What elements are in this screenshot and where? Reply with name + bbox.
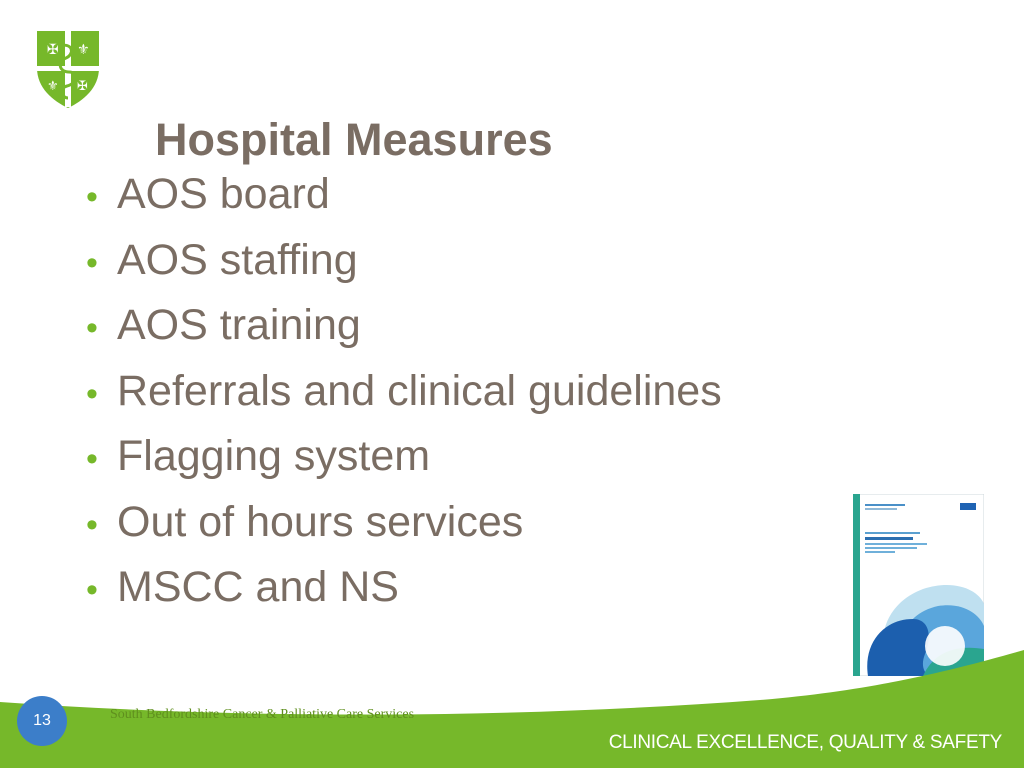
list-item (86, 559, 722, 625)
footer-tagline: CLINICAL EXCELLENCE, QUALITY & SAFETY (608, 732, 1002, 753)
bullet-text: AOS training (117, 301, 361, 349)
list-item (86, 363, 722, 429)
bullet-text: Referrals and clinical guidelines (117, 366, 722, 415)
bullet-icon: • (86, 571, 98, 609)
bullet-text: MSCC and NS (117, 563, 399, 611)
list-item (86, 166, 722, 232)
bullet-text: Out of hours services (117, 497, 524, 546)
organisation-name: South Bedfordshire Cancer & Palliative Care Services (110, 707, 415, 722)
bullet-text: AOS board (117, 170, 330, 218)
slide-title: Hospital Measures (155, 114, 553, 165)
list-item (86, 297, 722, 363)
bullet-text: Flagging system (117, 432, 431, 480)
bullet-icon: • (86, 505, 98, 544)
bullet-text: AOS staffing (117, 235, 358, 284)
svg-text:✠: ✠ (77, 79, 88, 94)
bullet-icon: • (86, 243, 98, 282)
svg-text:⚜: ⚜ (47, 79, 59, 94)
page-number-badge: 13 (17, 696, 67, 746)
svg-text:⚜: ⚜ (77, 42, 90, 58)
list-item (86, 428, 722, 494)
list-item (86, 232, 722, 298)
bullet-icon: • (86, 374, 98, 413)
list-item (86, 494, 722, 560)
bullet-icon: • (86, 309, 98, 347)
bullet-icon: • (86, 178, 98, 216)
crest-shield-icon (33, 28, 103, 110)
svg-text:✠: ✠ (47, 42, 59, 58)
bullet-icon: • (86, 440, 98, 478)
bullet-list (86, 166, 722, 625)
